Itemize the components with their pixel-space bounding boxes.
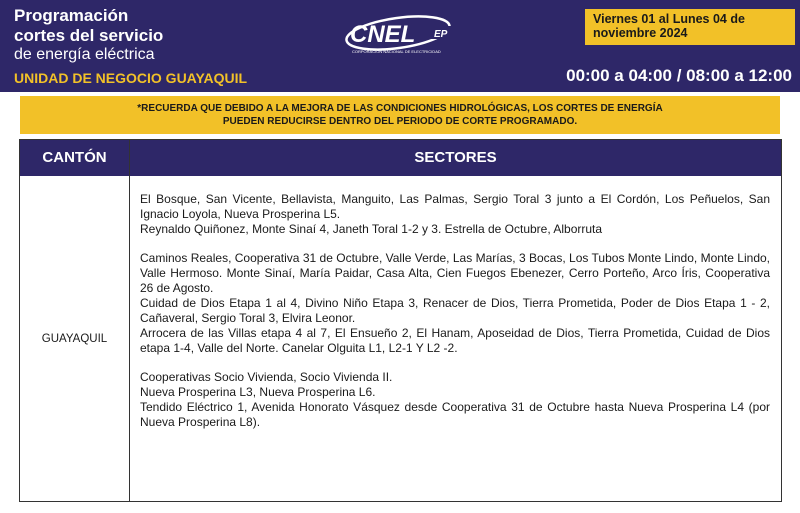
sector-paragraph: Caminos Reales, Cooperativa 31 de Octubre, Valle Verde, Las Marías, 3 Bocas, Los Tubos Monte Lindo, Monte Lindo, Valle Hermoso. Monte Sinaí, María Paidar, Casa Alta, Cien Fuegos Ebenezer, Cerro Porteño, Arco Íris, Cooperativa 26 de Agosto. bbox=[140, 251, 770, 295]
notice-line-2: PUEDEN REDUCIRSE DENTRO DEL PERIODO DE CORTE PROGRAMADO. bbox=[222, 116, 578, 127]
sectors-cell bbox=[140, 192, 770, 430]
title-line-2: cortes del servicio bbox=[14, 26, 164, 45]
sector-paragraph: Cooperativas Socio Vivienda, Socio Vivienda II. bbox=[140, 370, 393, 384]
notice-banner bbox=[20, 96, 780, 134]
column-divider bbox=[129, 140, 130, 501]
canton-name: GUAYAQUIL bbox=[41, 332, 108, 345]
date-range-line-1: Viernes 01 al Lunes 04 de bbox=[593, 12, 745, 26]
canton-cell bbox=[20, 176, 129, 501]
sector-paragraph: Reynaldo Quiñonez, Monte Sinaí 4, Janeth Toral 1-2 y 3. Estrella de Octubre, Alborruta bbox=[140, 222, 603, 236]
business-unit: UNIDAD DE NEGOCIO GUAYAQUIL bbox=[14, 70, 248, 86]
table-header bbox=[20, 140, 781, 176]
sector-paragraph: Cuidad de Dios Etapa 1 al 4, Divino Niño Etapa 3, Renacer de Dios, Tierra Prometida, Poder de Dios Etapa 1 - 2, Cañaveral, Sergio Toral 3, Elvira Leonor. bbox=[140, 296, 770, 325]
logo-text: CNEL bbox=[350, 21, 416, 48]
title-line-1: Programación bbox=[14, 6, 129, 25]
sector-paragraph: Arrocera de las Villas etapa 4 al 7, El Ensueño 2, El Hanam, Aposeidad de Dios, Tierra Prometida, Cuidad de Dios etapa 1-4, Valle del Norte. Canelar Olguita L1, L2-1 Y L2 -2. bbox=[140, 326, 770, 355]
sector-paragraph: Nueva Prosperina L3, Nueva Prosperina L6. bbox=[140, 385, 376, 399]
date-range-box bbox=[585, 9, 795, 45]
notice-line-1: *RECUERDA QUE DEBIDO A LA MEJORA DE LAS CONDICIONES HIDROLÓGICAS, LOS CORTES DE ENERGÍA bbox=[137, 103, 663, 114]
header-banner bbox=[0, 0, 800, 92]
logo-suffix: EP bbox=[434, 29, 448, 40]
title-line-3: de energía eléctrica bbox=[14, 46, 155, 63]
date-range-line-2: noviembre 2024 bbox=[593, 26, 688, 40]
schedule-table bbox=[19, 139, 782, 502]
sector-paragraph: Tendido Eléctrico 1, Avenida Honorato Vásquez desde Cooperativa 31 de Octubre hasta Nueva Prosperina L4 (por Nueva Prosperina L8). bbox=[140, 400, 770, 429]
sector-paragraph: El Bosque, San Vicente, Bellavista, Manguito, Las Palmas, Sergio Toral 3 junto a El Cordón, Los Peñuelos, San Ignacio Loyola, Nueva Prosperina L5. bbox=[140, 192, 770, 221]
logo-subtitle: CORPORACIÓN NACIONAL DE ELECTRICIDAD bbox=[352, 49, 441, 54]
header-sectores: SECTORES bbox=[414, 149, 497, 166]
schedule-hours: 00:00 a 04:00 / 08:00 a 12:00 bbox=[566, 66, 792, 85]
header-canton: CANTÓN bbox=[42, 149, 107, 166]
cnel-logo bbox=[336, 12, 466, 62]
